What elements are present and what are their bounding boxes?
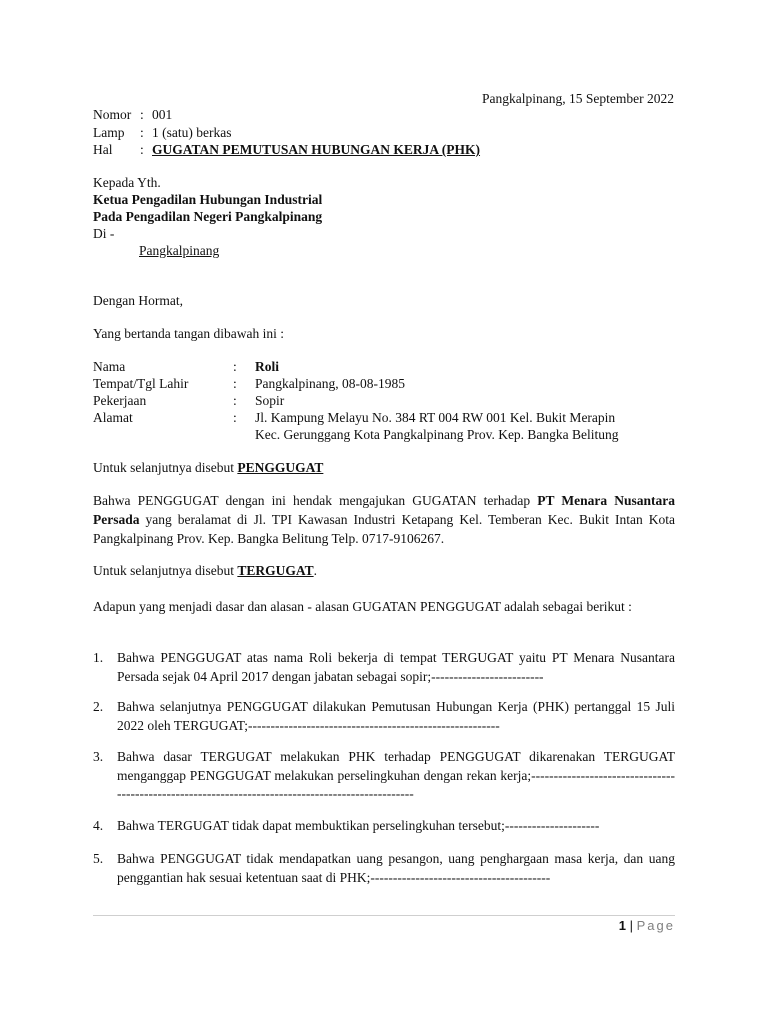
tergugat-ref-suffix: . (313, 563, 317, 578)
identity-sep: : (233, 410, 237, 425)
list-text: Bahwa PENGGUGAT atas nama Roli bekerja di tempat TERGUGAT yaitu PT Menara Nusantara Persada sejak 04 April 2017 dengan jabatan sebagai sopir;------------------------- (117, 650, 675, 684)
list-text: Bahwa TERGUGAT tidak dapat membuktikan perselingkuhan tersebut;--------------------- (117, 818, 600, 833)
recipient-city: Pangkalpinang (139, 243, 220, 258)
penggugat-ref-prefix: Untuk selanjutnya disebut (93, 460, 238, 475)
letter-date: Pangkalpinang, 15 September 2022 (482, 91, 674, 106)
identity-sep: : (233, 393, 237, 408)
list-number: 4. (93, 818, 104, 833)
list-number: 5. (93, 851, 104, 866)
header-value-lamp: 1 (satu) berkas (152, 125, 232, 140)
basis-intro: Adapun yang menjadi dasar dan alasan - alasan GUGATAN PENGGUGAT adalah sebagai berikut : (93, 599, 632, 614)
recipient-greeting: Kepada Yth. (93, 175, 161, 190)
page-number: 1 (618, 918, 626, 933)
tergugat-reference (93, 562, 317, 579)
page-label: Page (636, 918, 675, 933)
identity-sep: : (233, 359, 237, 374)
identity-label-alamat: Alamat (93, 410, 133, 425)
header-value-hal: GUGATAN PEMUTUSAN HUBUNGAN KERJA (PHK) (152, 142, 481, 157)
identity-value-alamat-cont: Kec. Gerunggang Kota Pangkalpinang Prov. Kep. Bangka Belitung (255, 427, 619, 442)
footer-separator: | (629, 918, 633, 933)
identity-label-ttl: Tempat/Tgl Lahir (93, 376, 189, 391)
claim-paragraph (93, 491, 675, 548)
header-label-nomor: Nomor (93, 107, 132, 122)
identity-value-alamat: Jl. Kampung Melayu No. 384 RT 004 RW 001 Kel. Bukit Merapin (255, 410, 616, 425)
recipient-di: Di - (93, 226, 115, 241)
list-text: Bahwa dasar TERGUGAT melakukan PHK terhadap PENGGUGAT dikarenakan TERGUGAT menganggap PENGGUGAT melakukan perselingkuhan dengan rekan kerja;-------------------------------------------------------------------------------------------------- (117, 749, 675, 801)
header-label-lamp: Lamp (93, 125, 125, 140)
header-sep: : (140, 107, 144, 122)
identity-label-pekerjaan: Pekerjaan (93, 393, 147, 408)
list-text: Bahwa selanjutnya PENGGUGAT dilakukan Pemutusan Hubungan Kerja (PHK) pertanggal 15 Juli 2022 oleh TERGUGAT;-------------------------------------------------------- (117, 699, 675, 733)
identity-value-ttl: Pangkalpinang, 08-08-1985 (255, 376, 405, 391)
defendant-company: PT Menara Nusantara Persada (93, 493, 676, 527)
penggugat-term: PENGGUGAT (237, 460, 324, 475)
header-sep: : (140, 142, 144, 157)
undersigned-intro: Yang bertanda tangan dibawah ini : (93, 326, 284, 341)
opening-salutation: Dengan Hormat, (93, 293, 183, 308)
claim-part1: Bahwa PENGGUGAT dengan ini hendak mengajukan GUGATAN terhadap (93, 493, 538, 508)
tergugat-term: TERGUGAT (237, 563, 314, 578)
claim-part2: yang beralamat di Jl. TPI Kawasan Industri Ketapang Kel. Temberan Kec. Bukit Intan Kota Pangkalpinang Prov. Kep. Bangka Belitung Telp. 0717-9106267. (93, 512, 675, 546)
page-footer (619, 918, 675, 933)
list-text: Bahwa PENGGUGAT tidak mendapatkan uang pesangon, uang penghargaan masa kerja, dan uang penggantian hak sesuai ketentuan saat di PHK;---------------------------------------- (117, 851, 675, 885)
identity-value-nama: Roli (255, 359, 280, 374)
recipient-line1: Ketua Pengadilan Hubungan Industrial (93, 192, 323, 207)
tergugat-ref-prefix: Untuk selanjutnya disebut (93, 563, 238, 578)
penggugat-reference (93, 459, 323, 476)
identity-sep: : (233, 376, 237, 391)
recipient-line2: Pada Pengadilan Negeri Pangkalpinang (93, 209, 323, 224)
header-label-hal: Hal (93, 142, 113, 157)
identity-label-nama: Nama (93, 359, 126, 374)
list-number: 2. (93, 699, 104, 714)
header-value-nomor: 001 (152, 107, 173, 122)
header-sep: : (140, 125, 144, 140)
footer-divider (93, 915, 675, 916)
list-number: 1. (93, 650, 104, 665)
identity-value-pekerjaan: Sopir (255, 393, 285, 408)
list-number: 3. (93, 749, 104, 764)
